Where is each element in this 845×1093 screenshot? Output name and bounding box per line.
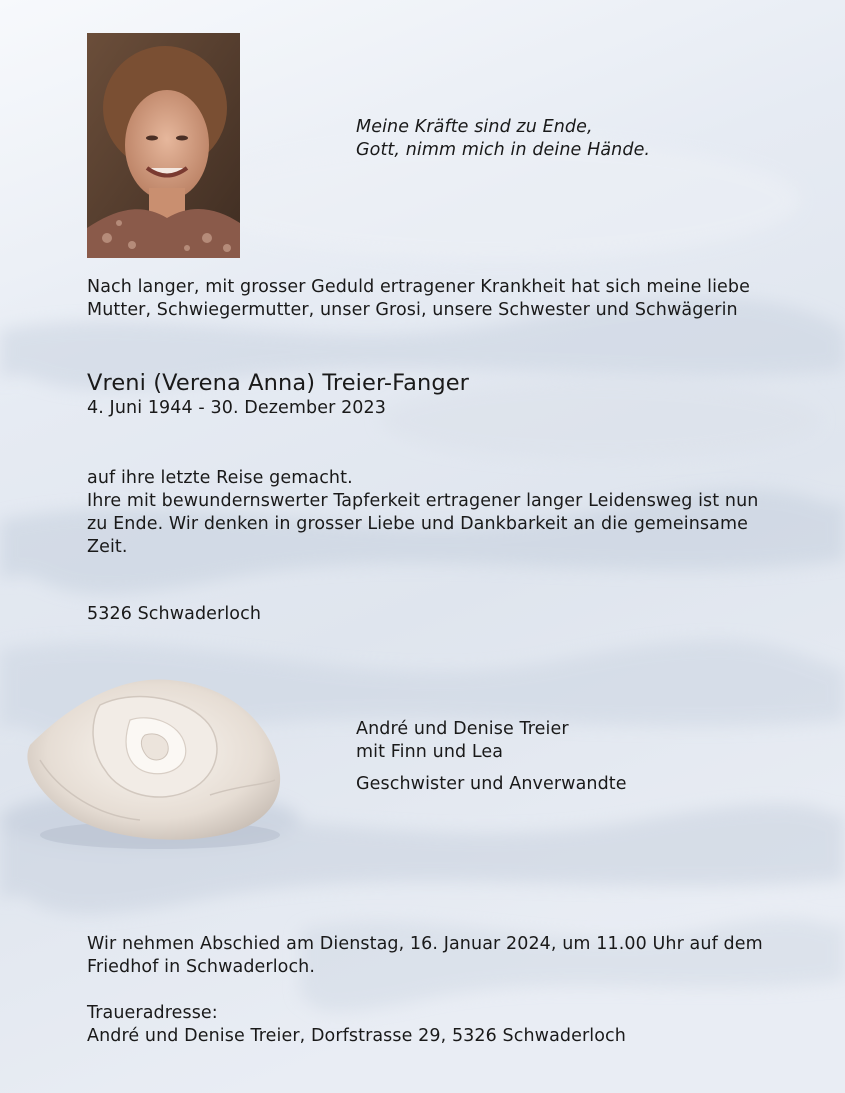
address-label: Traueradresse: — [87, 1003, 218, 1023]
intro-line: Nach langer, mit grosser Geduld ertragener Krankheit hat sich meine liebe — [87, 277, 750, 297]
farewell-line: Wir nehmen Abschied am Dienstag, 16. Januar 2024, um 11.00 Uhr auf dem — [87, 934, 763, 954]
place: 5326 Schwaderloch — [87, 604, 262, 624]
verse-line: Gott, nimm mich in deine Hände. — [356, 140, 651, 160]
family-line: André und Denise Treier — [356, 719, 569, 739]
farewell-text — [87, 933, 817, 979]
body-text — [87, 467, 807, 559]
mourning-address — [87, 1002, 817, 1048]
relatives: Geschwister und Anverwandte — [356, 774, 627, 794]
life-dates: 4. Juni 1944 - 30. Dezember 2023 — [87, 398, 387, 418]
verse — [356, 116, 650, 162]
family-names — [356, 718, 569, 764]
body-line: Zeit. — [87, 537, 128, 557]
portrait-photo — [87, 33, 240, 258]
verse-line: Meine Kräfte sind zu Ende, — [356, 117, 593, 137]
rose-illustration — [10, 665, 295, 855]
family-line: mit Finn und Lea — [356, 742, 504, 762]
body-line: zu Ende. Wir denken in grosser Liebe und Dankbarkeit an die gemeinsame — [87, 514, 748, 534]
body-line: Ihre mit bewundernswerter Tapferkeit ertragener langer Leidensweg ist nun — [87, 491, 759, 511]
address-value: André und Denise Treier, Dorfstrasse 29, 5326 Schwaderloch — [87, 1026, 626, 1046]
deceased-name: Vreni (Verena Anna) Treier-Fanger — [87, 370, 470, 396]
intro-line: Mutter, Schwiegermutter, unser Grosi, unsere Schwester und Schwägerin — [87, 300, 738, 320]
intro-text — [87, 276, 807, 322]
farewell-line: Friedhof in Schwaderloch. — [87, 957, 316, 977]
body-line: auf ihre letzte Reise gemacht. — [87, 468, 353, 488]
